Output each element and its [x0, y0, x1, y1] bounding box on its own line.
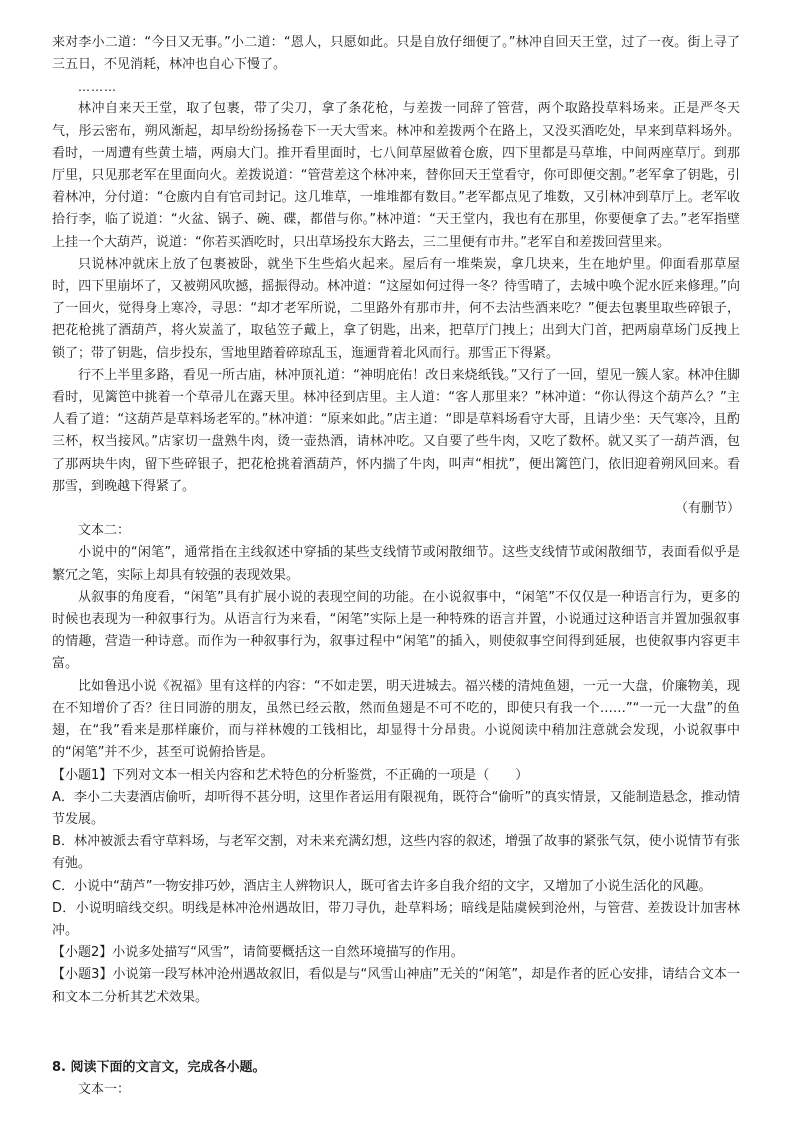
question-3: 【小题3】小说第一段写林冲沧州遇故叙旧，看似是与“风雪山神庙”无关的“闲笔”，却是作者的匠心安排，请结合文本一和文本二分析其艺术效果。	[52, 967, 740, 1005]
question-2: 【小题2】小说多处描写“风雪”，请简要概括这一自然环境描写的作用。	[52, 945, 464, 961]
text1-paragraph-2: 林冲自来天王堂，取了包裹，带了尖刀，拿了条花枪，与差拨一同辞了管营，两个取路投草料场来。正是严冬天气，彤云密布，朔风渐起，却早纷纷扬扬卷下一天大雪来。林冲和差拨两个在路上，又没买酒吃处，早来到草料场外。看时，一周遭有些黄土墙，两扇大门。推开看里面时，七八间草屋做着仓廒，四下里都是马草堆，中间两座草厅。到那厅里，只见那老军在里面向火。差拨说道：“管营差这个林冲来，替你回天王堂看守，你可即便交割。”老军拿了钥匙，引着林冲，分付道：“仓廒内自有官司封记。这几堆草，一堆堆都有数目。”老军都点见了堆数，又引林冲到草厅上。老军收拾行李，临了说道：“火盆、锅子、碗、碟，都借与你。”林冲道：“天王堂内，我也有在那里，你要便拿了去。”老军指壁上挂一个大葫芦，说道：“你若买酒吃时，只出草场投东大路去，三二里便有市井。”老军自和差拨回营里来。	[52, 101, 740, 250]
section-8-text1-label: 文本一：	[78, 1081, 131, 1097]
text1-intro-paragraph: 来对李小二道：“今日又无事。”小二道：“恩人，只愿如此。只是自放仔细便了。”林冲自回天王堂，过了一夜。街上寻了三五日，不见消耗，林冲也自心下慢了。	[52, 35, 740, 73]
text2-paragraph-3: 比如鲁迅小说《祝福》里有这样的内容：“不如走罢，明天进城去。福兴楼的清炖鱼翅，一元一大盘，价廉物美，现在不知增价了否？往日同游的朋友，虽然已经云散，然而鱼翅是不可不吃的，即使只有我一个……”“一元一大盘”的鱼翅，在“我”看来是那样廉价，而与祥林嫂的工钱相比，却显得十分昂贵。小说阅读中稍加注意就会发现，小说叙事中的“闲笔”并不少，甚至可说俯拾皆是。	[52, 678, 740, 761]
question-1-stem: 【小题1】下列对文本一相关内容和艺术特色的分析鉴赏，不正确的一项是（ ）	[52, 767, 529, 783]
text2-label: 文本二：	[78, 523, 131, 539]
document-page	[52, 32, 740, 1101]
text1-paragraph-3: 只说林冲就床上放了包裹被卧，就坐下生些焰火起来。屋后有一堆柴炭，拿几块来，生在地炉里。仰面看那草屋时，四下里崩坏了，又被朔风吹撼，摇振得动。林冲道：“这屋如何过得一冬？待雪晴了，去城中唤个泥水匠来修理。”向了一回火，觉得身上寒冷，寻思：“却才老军所说，二里路外有那市井，何不去沽些酒来吃？”便去包裹里取些碎银子，把花枪挑了酒葫芦，将火炭盖了，取毡笠子戴上，拿了钥匙，出来，把草厅门拽上；出到大门首，把两扇草场门反拽上锁了；带了钥匙，信步投东，雪地里踏着碎琼乱玉，迤逦背着北风而行。那雪正下得紧。	[52, 256, 740, 361]
text1-paragraph-4: 行不上半里多路，看见一所古庙，林冲顶礼道：“神明庇佑！改日来烧纸钱。”又行了一回，望见一簇人家。林冲住脚看时，见篱笆中挑着一个草帚儿在露天里。林冲径到店里。主人道：“客人那里来？”林冲道：“你认得这个葫芦么？”主人看了道：“这葫芦是草料场老军的。”林冲道：“原来如此。”店主道：“即是草料场看守大哥，且请少坐：天气寒冷，且酌三杯，权当接风。”店家切一盘熟牛肉，烫一壶热酒，请林冲吃。又自要了些牛肉，又吃了数杯。就又买了一葫芦酒，包了那两块牛肉，留下些碎银子，把花枪挑着酒葫芦，怀内揣了牛肉，叫声“相扰”，便出篱笆门，依旧迎着朔风回来。看那雪，到晚越下得紧了。	[52, 367, 740, 494]
question-1-option-c: C．小说中“葫芦”一物安排巧妙，酒店主人辨物识人，既可省去许多自我介绍的文字，又增加了小说生活化的风趣。	[52, 878, 712, 894]
question-1-option-d: D．小说明暗线交织。明线是林冲沧州遇故旧，带刀寻仇，赴草料场；暗线是陆虞候到沧州，与管营、差拨设计加害林冲。	[52, 900, 740, 938]
question-1-option-a: A．李小二夫妻酒店偷听，却听得不甚分明，这里作者运用有限视角，既符合“偷听”的真实情景，又能制造悬念，推动情节发展。	[52, 789, 740, 827]
section-8-title: 8. 阅读下面的文言文，完成各小题。	[52, 1059, 266, 1075]
text2-paragraph-2: 从叙事的角度看，“闲笔”具有扩展小说的表现空间的功能。在小说叙事中，“闲笔”不仅仅是一种语言行为，更多的时候也表现为一种叙事行为。从语言行为来看，“闲笔”实际上是一种特殊的语言并置，小说通过这种语言并置加强叙事的情趣，营造一种诗意。而作为一种叙事行为，叙事过程中“闲笔”的插入，则使叙事空间得到延展，也使叙事内容更丰富。	[52, 589, 740, 672]
section-spacer	[52, 1009, 740, 1057]
abridged-note: （有删节）	[674, 501, 740, 517]
question-1-option-b: B．林冲被派去看守草料场，与老军交割，对未来充满幻想，这些内容的叙述，增强了故事的紧张气氛，使小说情节有张有弛。	[52, 834, 740, 872]
text2-paragraph-1: 小说中的“闲笔”，通常指在主线叙述中穿插的某些支线情节或闲散细节。这些支线情节或闲散细节，表面看似乎是繁冗之笔，实际上却具有较强的表现效果。	[52, 545, 740, 583]
omission-ellipsis: ………	[78, 80, 117, 95]
